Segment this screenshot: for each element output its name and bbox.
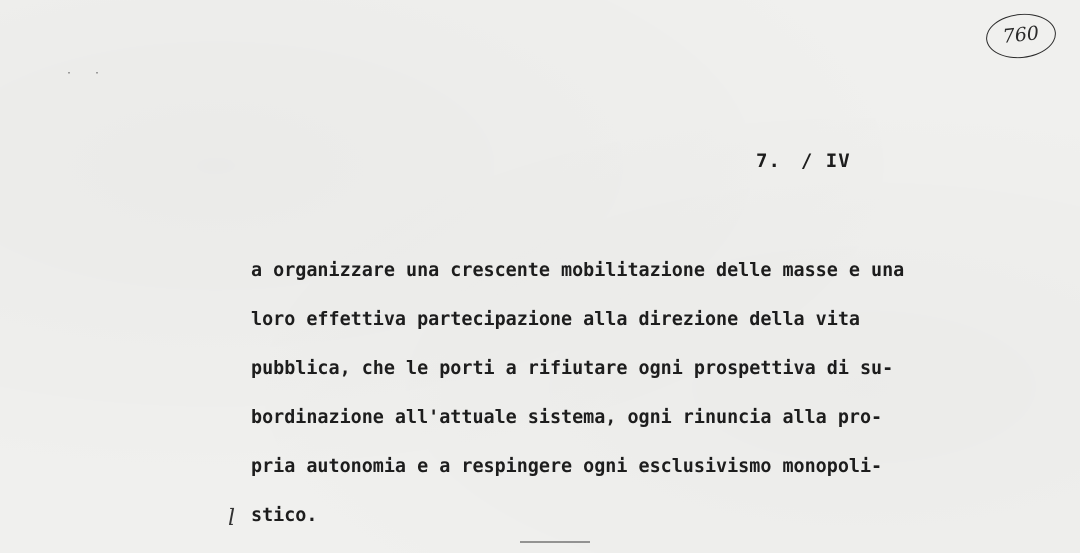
section-marker: / IV (800, 150, 851, 172)
text-line: stico. (251, 505, 318, 526)
handwritten-margin-mark: l (228, 506, 236, 531)
text-line: pria autonomia e a respingere ogni esclusivismo monopoli- (251, 456, 883, 477)
text-line: bordinazione all'attuale sistema, ogni rinuncia alla pro- (251, 407, 883, 428)
text-line: pubblica, che le porti a rifiutare ogni prospettiva di su- (251, 358, 894, 379)
body-text (251, 256, 1031, 550)
text-line: a organizzare una crescente mobilitazione delle masse e una (251, 260, 905, 281)
page-reference (756, 150, 851, 172)
archive-number: 760 (1001, 22, 1041, 48)
text-line: loro effettiva partecipazione alla direzione della vita (251, 309, 860, 330)
archive-number-stamp (984, 10, 1058, 61)
scan-artifact-line (520, 541, 590, 543)
scan-specks: ·· (66, 68, 123, 79)
page-number: 7. (756, 150, 781, 172)
